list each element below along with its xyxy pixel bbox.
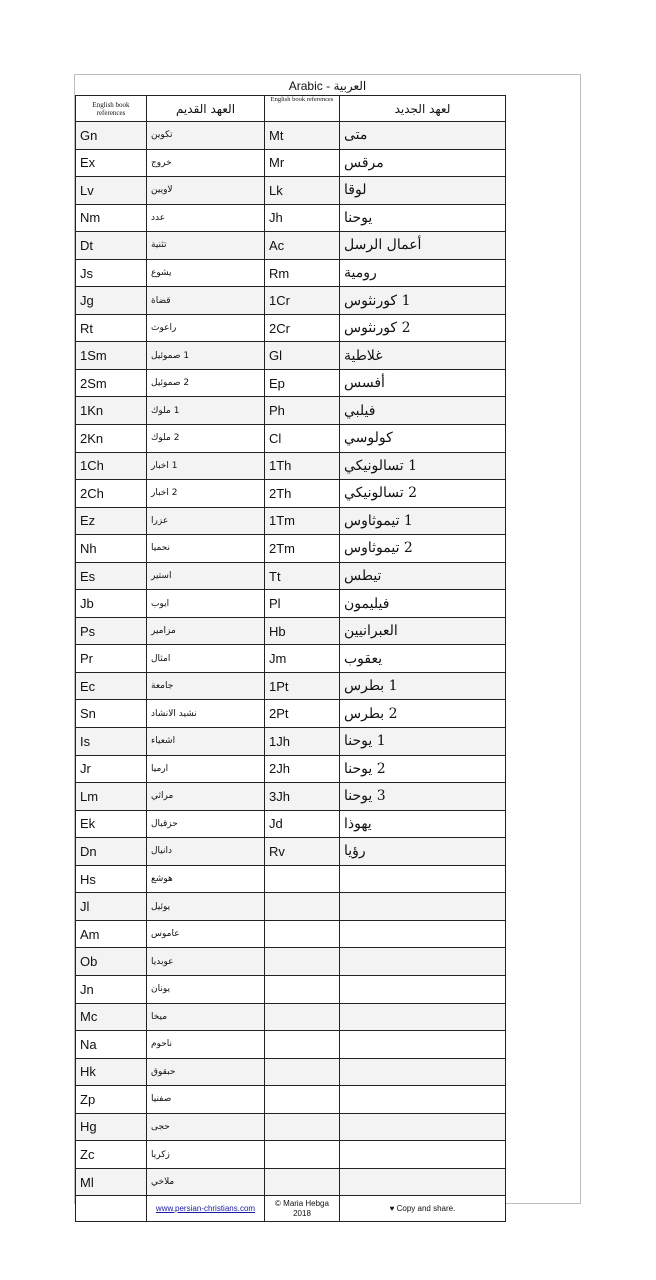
nt-arabic-name: 1 بطرس [340, 672, 506, 700]
nt-arabic-name: فيلبي [340, 397, 506, 425]
ot-english-abbrev: Dn [76, 838, 147, 866]
nt-arabic-name: لوقا [340, 177, 506, 205]
table-row [76, 645, 506, 673]
ot-english-abbrev: Ml [76, 1168, 147, 1196]
ot-arabic-name: دانيال [147, 838, 265, 866]
nt-arabic-name: متى [340, 122, 506, 150]
nt-english-abbrev: Hb [265, 617, 340, 645]
ot-english-abbrev: Ek [76, 810, 147, 838]
table-row [76, 1086, 506, 1114]
table-row [76, 1141, 506, 1169]
header-old-testament: العهد القديم [147, 96, 265, 122]
ot-english-abbrev: Hs [76, 865, 147, 893]
nt-arabic-name: 2 بطرس [340, 700, 506, 728]
nt-english-abbrev [265, 975, 340, 1003]
bible-books-table [75, 95, 506, 1222]
ot-english-abbrev: Sn [76, 700, 147, 728]
nt-arabic-name: 3 يوحنا [340, 783, 506, 811]
table-row [76, 948, 506, 976]
table-footer-row [76, 1196, 506, 1222]
table-row [76, 728, 506, 756]
ot-arabic-name: ارميا [147, 755, 265, 783]
ot-english-abbrev: 2Kn [76, 425, 147, 453]
ot-english-abbrev: Dt [76, 232, 147, 260]
ot-english-abbrev: 1Ch [76, 452, 147, 480]
table-row [76, 1003, 506, 1031]
nt-arabic-name: غلاطية [340, 342, 506, 370]
nt-english-abbrev: 1Tm [265, 507, 340, 535]
nt-english-abbrev: 2Tm [265, 535, 340, 563]
ot-english-abbrev: Jr [76, 755, 147, 783]
ot-arabic-name: عدد [147, 204, 265, 232]
table-row [76, 700, 506, 728]
ot-arabic-name: نحميا [147, 535, 265, 563]
ot-english-abbrev: Pr [76, 645, 147, 673]
table-row [76, 287, 506, 315]
ot-arabic-name: عاموس [147, 920, 265, 948]
ot-arabic-name: حزقيال [147, 810, 265, 838]
nt-english-abbrev: Pl [265, 590, 340, 618]
nt-arabic-name: 2 كورنثوس [340, 314, 506, 342]
footer-share-note: ♥ Copy and share. [340, 1196, 506, 1222]
ot-english-abbrev: Hk [76, 1058, 147, 1086]
ot-english-abbrev: Am [76, 920, 147, 948]
table-row [76, 920, 506, 948]
ot-english-abbrev: Jn [76, 975, 147, 1003]
ot-english-abbrev: Zc [76, 1141, 147, 1169]
footer-empty-cell [76, 1196, 147, 1222]
nt-english-abbrev: Ph [265, 397, 340, 425]
nt-english-abbrev [265, 948, 340, 976]
table-header-row [76, 96, 506, 122]
nt-english-abbrev: Jh [265, 204, 340, 232]
ot-english-abbrev: Lv [76, 177, 147, 205]
nt-english-abbrev: 2Jh [265, 755, 340, 783]
ot-arabic-name: تثنية [147, 232, 265, 260]
nt-english-abbrev [265, 1168, 340, 1196]
ot-english-abbrev: Ec [76, 672, 147, 700]
nt-english-abbrev: Ep [265, 369, 340, 397]
ot-arabic-name: ملاخي [147, 1168, 265, 1196]
nt-english-abbrev: Ac [265, 232, 340, 260]
ot-arabic-name: اشعياء [147, 728, 265, 756]
nt-english-abbrev [265, 1086, 340, 1114]
table-row [76, 893, 506, 921]
nt-english-abbrev: Mt [265, 122, 340, 150]
table-row [76, 755, 506, 783]
ot-arabic-name: 2 اخبار [147, 480, 265, 508]
ot-arabic-name: عزرا [147, 507, 265, 535]
table-row [76, 342, 506, 370]
table-row [76, 810, 506, 838]
table-row [76, 535, 506, 563]
ot-english-abbrev: 1Sm [76, 342, 147, 370]
page-title: Arabic - العربية [288, 79, 367, 93]
ot-english-abbrev: Jb [76, 590, 147, 618]
nt-english-abbrev [265, 920, 340, 948]
nt-english-abbrev [265, 1113, 340, 1141]
ot-english-abbrev: 2Ch [76, 480, 147, 508]
table-row [76, 149, 506, 177]
table-row [76, 838, 506, 866]
nt-arabic-name [340, 865, 506, 893]
footer-website-link[interactable] [147, 1196, 265, 1222]
ot-arabic-name: راعوث [147, 314, 265, 342]
nt-english-abbrev [265, 893, 340, 921]
ot-english-abbrev: Jg [76, 287, 147, 315]
nt-english-abbrev: Rm [265, 259, 340, 287]
nt-arabic-name: أعمال الرسل [340, 232, 506, 260]
nt-english-abbrev [265, 1003, 340, 1031]
ot-arabic-name: خروج [147, 149, 265, 177]
table-row [76, 425, 506, 453]
ot-english-abbrev: Es [76, 562, 147, 590]
nt-arabic-name: رومية [340, 259, 506, 287]
nt-arabic-name: كولوسي [340, 425, 506, 453]
nt-arabic-name: 1 كورنثوس [340, 287, 506, 315]
ot-arabic-name: هوشع [147, 865, 265, 893]
ot-english-abbrev: Nm [76, 204, 147, 232]
ot-english-abbrev: Ez [76, 507, 147, 535]
header-new-testament: لعهد الجديد [340, 96, 506, 122]
ot-english-abbrev: Nh [76, 535, 147, 563]
ot-english-abbrev: Jl [76, 893, 147, 921]
nt-arabic-name: يوحنا [340, 204, 506, 232]
ot-arabic-name: حبقوق [147, 1058, 265, 1086]
ot-english-abbrev: Js [76, 259, 147, 287]
nt-english-abbrev: Jd [265, 810, 340, 838]
nt-english-abbrev: 1Cr [265, 287, 340, 315]
table-row [76, 1168, 506, 1196]
nt-english-abbrev: Lk [265, 177, 340, 205]
ot-english-abbrev: Gn [76, 122, 147, 150]
ot-arabic-name: مزامير [147, 617, 265, 645]
nt-arabic-name [340, 1141, 506, 1169]
nt-arabic-name [340, 1113, 506, 1141]
ot-arabic-name: عوبديا [147, 948, 265, 976]
nt-arabic-name [340, 1086, 506, 1114]
table-row [76, 507, 506, 535]
ot-english-abbrev: Ob [76, 948, 147, 976]
table-row [76, 232, 506, 260]
ot-arabic-name: 1 ملوك [147, 397, 265, 425]
ot-english-abbrev: Ex [76, 149, 147, 177]
header-english-ref-nt: English book references [265, 96, 340, 122]
nt-english-abbrev: Cl [265, 425, 340, 453]
table-row [76, 1031, 506, 1059]
nt-arabic-name [340, 948, 506, 976]
nt-english-abbrev [265, 1031, 340, 1059]
ot-arabic-name: زكريا [147, 1141, 265, 1169]
ot-arabic-name: لاويين [147, 177, 265, 205]
table-row [76, 177, 506, 205]
footer-copyright: © Maria Hebga 2018 [265, 1196, 340, 1222]
ot-arabic-name: نشيد الانشاد [147, 700, 265, 728]
nt-english-abbrev: Gl [265, 342, 340, 370]
table-row [76, 617, 506, 645]
nt-english-abbrev: 1Pt [265, 672, 340, 700]
ot-arabic-name: قضاة [147, 287, 265, 315]
nt-arabic-name: يعقوب [340, 645, 506, 673]
nt-arabic-name [340, 975, 506, 1003]
nt-arabic-name: 1 تسالونيكي [340, 452, 506, 480]
table-row [76, 259, 506, 287]
nt-english-abbrev: 2Th [265, 480, 340, 508]
nt-arabic-name: يهوذا [340, 810, 506, 838]
ot-english-abbrev: 2Sm [76, 369, 147, 397]
table-row [76, 590, 506, 618]
nt-arabic-name [340, 920, 506, 948]
nt-arabic-name: فيليمون [340, 590, 506, 618]
ot-arabic-name: 2 صموئيل [147, 369, 265, 397]
nt-arabic-name: أفسس [340, 369, 506, 397]
table-row [76, 480, 506, 508]
ot-english-abbrev: Mc [76, 1003, 147, 1031]
ot-english-abbrev: Na [76, 1031, 147, 1059]
header-english-ref-ot: English book references [76, 96, 147, 122]
table-row [76, 122, 506, 150]
table-row [76, 672, 506, 700]
table-row [76, 562, 506, 590]
ot-english-abbrev: Ps [76, 617, 147, 645]
table-row [76, 975, 506, 1003]
ot-english-abbrev: 1Kn [76, 397, 147, 425]
ot-arabic-name: يونان [147, 975, 265, 1003]
nt-arabic-name: تيطس [340, 562, 506, 590]
nt-english-abbrev: Mr [265, 149, 340, 177]
nt-arabic-name: 2 تيموثاوس [340, 535, 506, 563]
table-row [76, 865, 506, 893]
ot-english-abbrev: Rt [76, 314, 147, 342]
nt-english-abbrev: Jm [265, 645, 340, 673]
ot-arabic-name: ناحوم [147, 1031, 265, 1059]
ot-arabic-name: تكوين [147, 122, 265, 150]
nt-arabic-name [340, 1003, 506, 1031]
ot-arabic-name: ميخا [147, 1003, 265, 1031]
table-row [76, 1058, 506, 1086]
table-row [76, 1113, 506, 1141]
ot-arabic-name: استير [147, 562, 265, 590]
table-row [76, 204, 506, 232]
table-row [76, 452, 506, 480]
ot-arabic-name: ايوب [147, 590, 265, 618]
nt-arabic-name: 2 تسالونيكي [340, 480, 506, 508]
nt-english-abbrev: 2Cr [265, 314, 340, 342]
nt-english-abbrev [265, 1141, 340, 1169]
nt-arabic-name: 2 يوحنا [340, 755, 506, 783]
nt-arabic-name: مرقس [340, 149, 506, 177]
nt-english-abbrev [265, 865, 340, 893]
nt-english-abbrev [265, 1058, 340, 1086]
table-row [76, 369, 506, 397]
nt-arabic-name: العبرانيين [340, 617, 506, 645]
ot-arabic-name: 1 صموئيل [147, 342, 265, 370]
table-row [76, 397, 506, 425]
nt-english-abbrev: Rv [265, 838, 340, 866]
ot-english-abbrev: Hg [76, 1113, 147, 1141]
nt-arabic-name: 1 تيموثاوس [340, 507, 506, 535]
nt-arabic-name [340, 1168, 506, 1196]
nt-english-abbrev: 1Jh [265, 728, 340, 756]
ot-arabic-name: صفنيا [147, 1086, 265, 1114]
ot-arabic-name: 2 ملوك [147, 425, 265, 453]
ot-arabic-name: يوئيل [147, 893, 265, 921]
ot-arabic-name: يشوع [147, 259, 265, 287]
ot-arabic-name: مراثي [147, 783, 265, 811]
table-row [76, 314, 506, 342]
ot-arabic-name: 1 اخبار [147, 452, 265, 480]
nt-arabic-name [340, 893, 506, 921]
nt-english-abbrev: 3Jh [265, 783, 340, 811]
nt-arabic-name: 1 يوحنا [340, 728, 506, 756]
nt-arabic-name [340, 1058, 506, 1086]
document-page [74, 74, 581, 1218]
ot-arabic-name: جامعة [147, 672, 265, 700]
website-link[interactable]: www.persian-christians.com [155, 1203, 256, 1213]
ot-english-abbrev: Zp [76, 1086, 147, 1114]
ot-english-abbrev: Is [76, 728, 147, 756]
nt-english-abbrev: 1Th [265, 452, 340, 480]
table-row [76, 783, 506, 811]
nt-arabic-name: رؤيا [340, 838, 506, 866]
nt-arabic-name [340, 1031, 506, 1059]
ot-arabic-name: امثال [147, 645, 265, 673]
ot-english-abbrev: Lm [76, 783, 147, 811]
ot-arabic-name: حجى [147, 1113, 265, 1141]
nt-english-abbrev: 2Pt [265, 700, 340, 728]
nt-english-abbrev: Tt [265, 562, 340, 590]
